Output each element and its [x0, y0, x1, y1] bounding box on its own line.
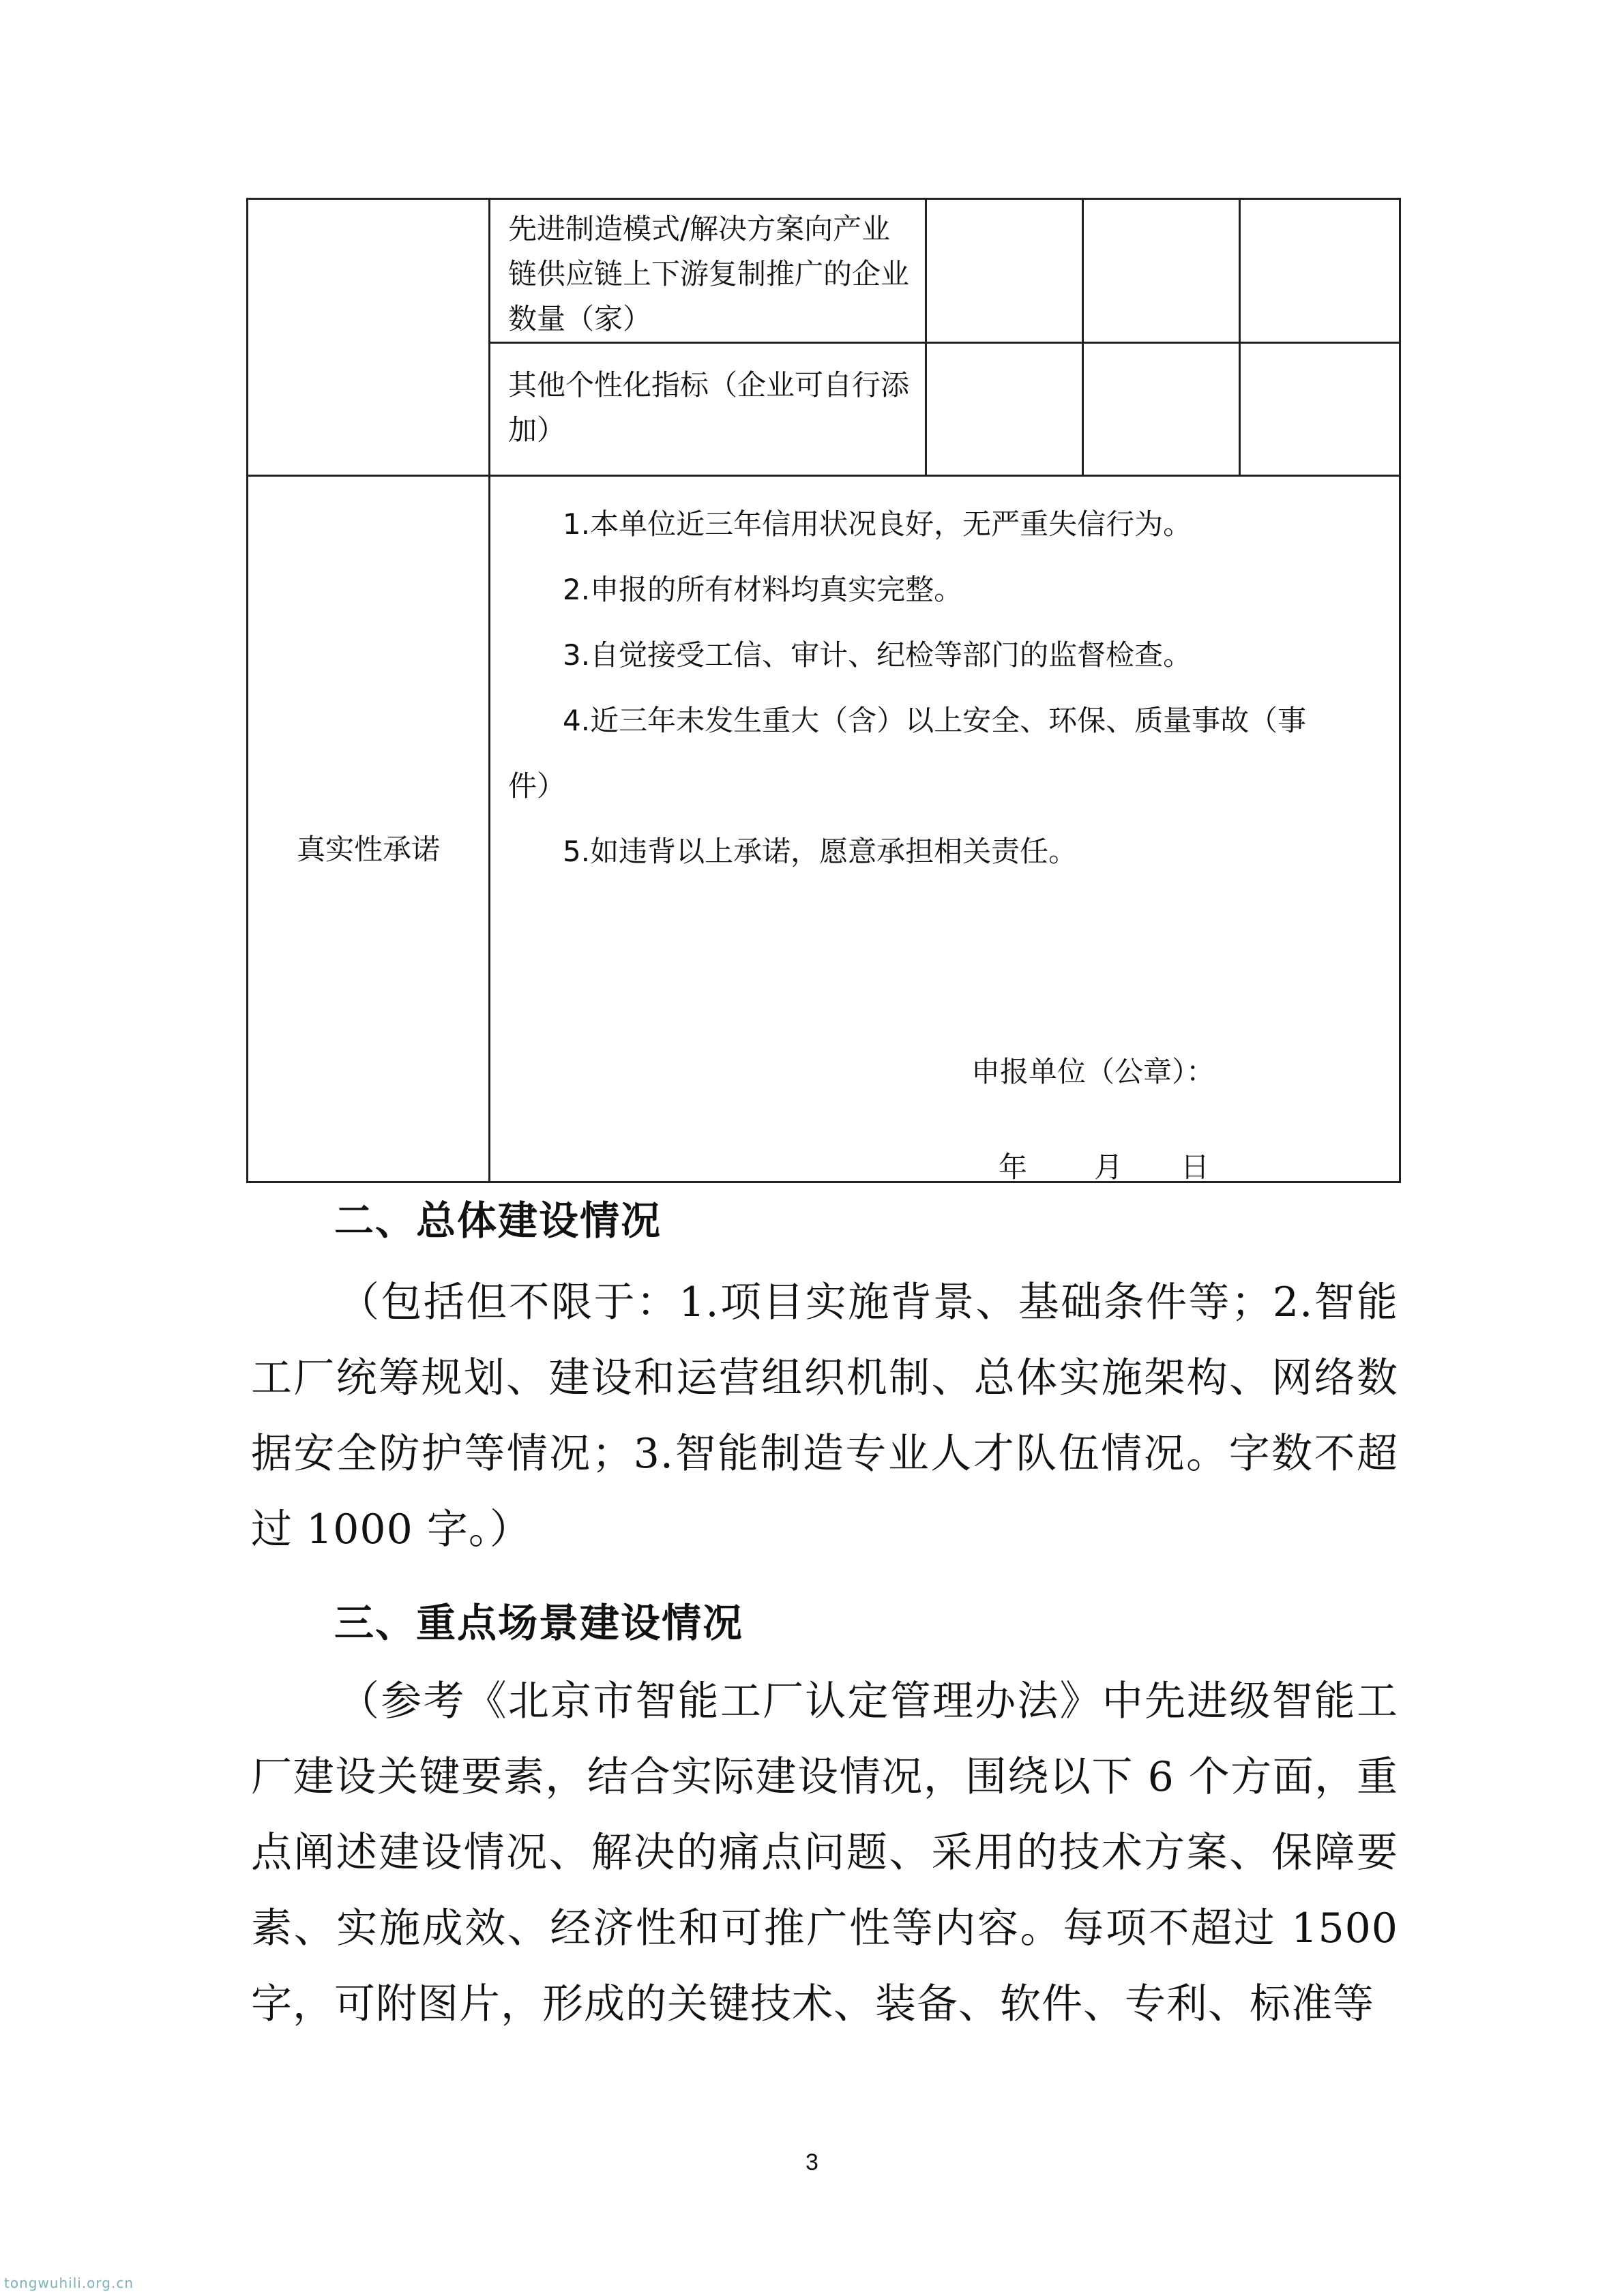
page-number: 3 — [806, 2149, 818, 2175]
table-row — [248, 476, 1400, 1182]
indicator-table — [246, 198, 1401, 1183]
table-cell-value — [1240, 343, 1400, 476]
date-day: 日 — [1181, 1150, 1210, 1184]
promise-item: 2.申报的所有材料均真实完整。 — [563, 573, 963, 606]
indicator-label: 先进制造模式/解决方案向产业链供应链上下游复制推广的企业数量（家） — [490, 199, 926, 343]
promise-item: 5.如违背以上承诺，愿意承担相关责任。 — [563, 835, 1078, 868]
applicant-seal-label: 申报单位（公章）： — [971, 1055, 1215, 1088]
promise-title: 真实性承诺 — [296, 832, 440, 866]
section-paragraph: （包括但不限于：1.项目实施背景、基础条件等；2.智能工厂统筹规划、建设和运营组织机制、总体实施架构、网络数据安全防护等情况；3.智能制造专业人才队伍情况。字数不超过 1000 字。） — [251, 1279, 1398, 1553]
indicator-label: 其他个性化指标（企业可自行添加） — [490, 343, 926, 476]
table-cell-value — [926, 343, 1083, 476]
date-year: 年 — [999, 1150, 1028, 1184]
promise-cell — [490, 476, 1400, 1182]
table-cell-value — [1083, 199, 1240, 343]
section-heading: 二、总体建设情况 — [334, 1197, 662, 1244]
table-row — [248, 199, 1400, 343]
section-heading: 三、重点场景建设情况 — [334, 1600, 744, 1646]
promise-item: 3.自觉接受工信、审计、纪检等部门的监督检查。 — [563, 638, 1192, 672]
watermark: tongwuhili.org.cn — [4, 2275, 134, 2291]
promise-item-continuation: 件） — [508, 769, 566, 803]
section-paragraph: （参考《北京市智能工厂认定管理办法》中先进级智能工厂建设关键要素，结合实际建设情况，围绕以下 6 个方面，重点阐述建设情况、解决的痛点问题、采用的技术方案、保障要素、实施成效、经济性和可推广性等内容。每项不超过 1500 字，可附图片，形成的关键技术、装备、软件、专利、标准等 — [251, 1678, 1398, 2028]
table-cell-value — [1083, 343, 1240, 476]
table-cell-value — [1240, 199, 1400, 343]
date-month: 月 — [1094, 1150, 1123, 1184]
promise-title-cell — [248, 476, 490, 1182]
table-cell-empty — [248, 199, 490, 476]
promise-item: 1.本单位近三年信用状况良好，无严重失信行为。 — [563, 507, 1192, 541]
promise-item: 4.近三年未发生重大（含）以上安全、环保、质量事故（事 — [563, 704, 1307, 737]
table-cell-value — [926, 199, 1083, 343]
